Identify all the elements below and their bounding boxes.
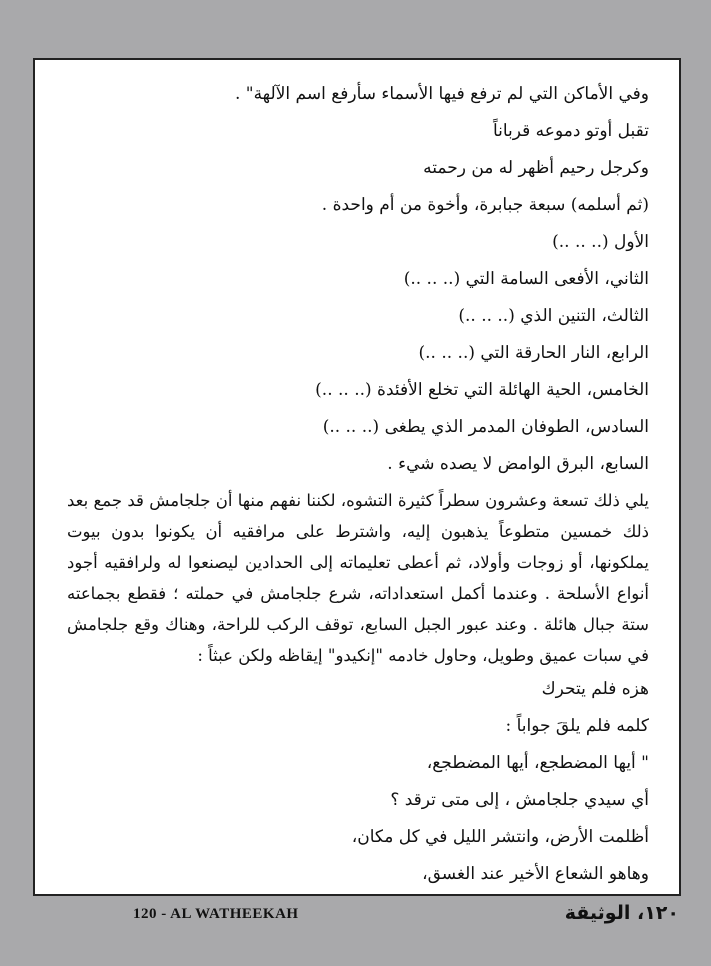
verse-line: أظلمت الأرض، وانتشر الليل في كل مكان،	[351, 827, 649, 847]
verse-line: " أيها المضطجع، أيها المضطجع،	[426, 753, 649, 773]
verse-line: (ثم أسلمه) سبعة جبابرة، وأخوة من أم واحدة .	[321, 195, 649, 215]
verse-line: كلمه فلم يلقَ جواباً :	[505, 716, 649, 736]
verse-line: الثاني، الأفعى السامة التي (.. .. ..)	[403, 269, 649, 289]
verse-block-1	[67, 76, 649, 483]
footer-page-label-arabic: ١٢٠، الوثيقة	[564, 902, 679, 924]
verse-line: وفي الأماكن التي لم ترفع فيها الأسماء سأرفع اسم الآلهة" .	[234, 84, 649, 104]
text-body	[67, 76, 649, 893]
verse-line: السابع، البرق الوامض لا يصده شيء .	[387, 454, 649, 474]
verse-line: الرابع، النار الحارقة التي (.. .. ..)	[418, 343, 649, 363]
verse-line: أي سيدي جلجامش ، إلى متى ترقد ؟	[390, 790, 649, 810]
footer-page-label-latin: 120 - AL WATHEEKAH	[133, 906, 299, 922]
verse-line: وكرجل رحيم أظهر له من رحمته	[423, 158, 649, 178]
prose-paragraph: يلي ذلك تسعة وعشرون سطراً كثيرة التشوه، لكننا نفهم منها أن جلجامش قد جمع بعد ذلك خمسين متطوعاً يذهبون إليه، واشترط على مرافقيه أن يكونوا بدون بيوت يملكونها، أو زوجات وأولاد، ثم أعطى تعليماته إلى الحدادين ليصنعوا له ولرافقيه أجود أنواع الأسلحة . وعندما أكمل استعداداته، شرع جلجامش في حملته ؛ فقطع بجماعته ستة جبال هائلة . وعند عبور الجبل السابع، توقف الركب للراحة، وهناك وقع جلجامش في سبات عميق وطويل، وحاول خادمه "إنكيدو" إيقاظه ولكن عبثاً :	[67, 491, 649, 665]
verse-line: السادس، الطوفان المدمر الذي يطغى (.. .. ..)	[322, 417, 649, 437]
verse-line: الثالث، التنين الذي (.. .. ..)	[458, 306, 649, 326]
verse-line: تقبل أوتو دموعه قرباناً	[492, 121, 649, 141]
verse-block-2	[67, 671, 649, 893]
verse-line: الأول (.. .. ..)	[552, 232, 649, 252]
page-footer	[0, 902, 711, 936]
page-frame	[33, 58, 681, 896]
verse-line: الخامس، الحية الهائلة التي تخلع الأفئدة (.. .. ..)	[315, 380, 649, 400]
verse-line: هزه فلم يتحرك	[541, 679, 649, 699]
verse-line: وهاهو الشعاع الأخير عند الغسق،	[422, 864, 649, 884]
